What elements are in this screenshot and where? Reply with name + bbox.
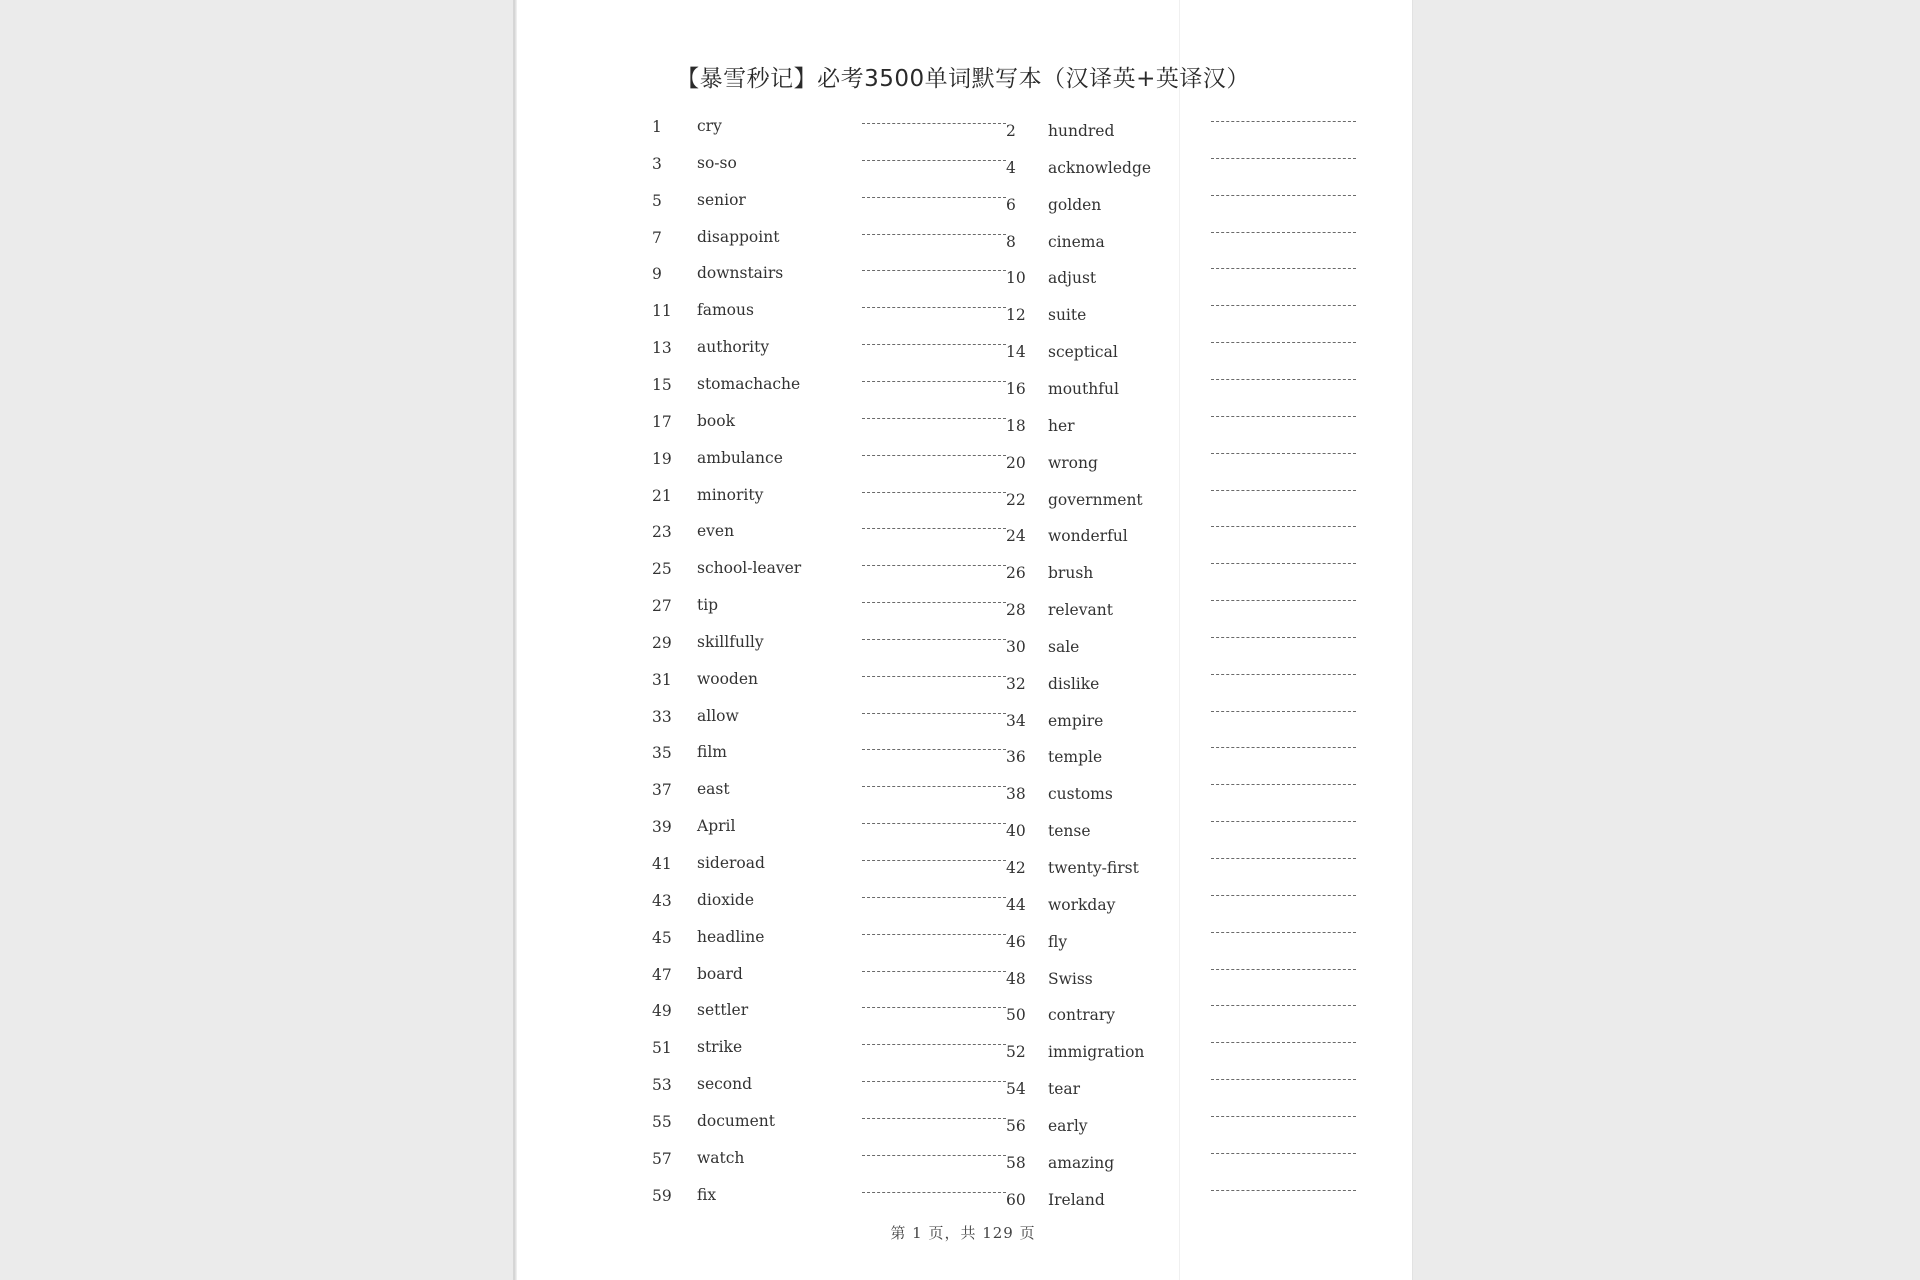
answer-blank xyxy=(862,160,1006,161)
answer-blank xyxy=(1211,711,1356,712)
answer-blank xyxy=(862,197,1006,198)
word-text: golden xyxy=(1048,195,1102,214)
word-text: relevant xyxy=(1048,601,1113,620)
word-number: 13 xyxy=(652,339,672,358)
page-footer: 第 1 页，共 129 页 xyxy=(890,1224,1036,1242)
word-number: 42 xyxy=(1006,859,1026,877)
answer-blank xyxy=(1211,342,1356,343)
word-number: 60 xyxy=(1006,1190,1026,1209)
word-row xyxy=(514,1145,1412,1175)
word-text: customs xyxy=(1048,785,1113,804)
word-row xyxy=(514,739,1412,769)
word-number: 34 xyxy=(1006,711,1026,730)
word-text: sale xyxy=(1048,637,1080,656)
word-number: 7 xyxy=(652,228,662,247)
word-number: 51 xyxy=(652,1039,672,1058)
answer-blank xyxy=(1211,600,1356,601)
word-text: senior xyxy=(697,190,746,209)
word-number: 40 xyxy=(1006,822,1026,841)
answer-blank xyxy=(1211,416,1356,417)
word-row xyxy=(514,1034,1412,1064)
word-row xyxy=(514,813,1412,843)
answer-blank xyxy=(862,971,1006,972)
word-row xyxy=(514,997,1412,1027)
word-text: Swiss xyxy=(1048,969,1093,988)
word-text: tense xyxy=(1048,822,1091,841)
word-number: 3 xyxy=(652,154,662,173)
word-text: wooden xyxy=(697,669,759,688)
word-text: temple xyxy=(1048,748,1103,767)
word-row xyxy=(514,260,1412,290)
answer-blank xyxy=(862,676,1006,677)
word-text: headline xyxy=(697,927,765,946)
answer-blank xyxy=(862,123,1006,124)
answer-blank xyxy=(862,749,1006,750)
word-number: 41 xyxy=(652,855,672,873)
word-number: 6 xyxy=(1006,195,1016,214)
word-number: 57 xyxy=(652,1149,672,1168)
answer-blank xyxy=(862,1044,1006,1045)
word-number: 25 xyxy=(652,560,672,579)
word-text: disappoint xyxy=(697,227,780,246)
word-number: 17 xyxy=(652,412,672,431)
word-text: book xyxy=(697,411,735,430)
answer-blank xyxy=(1211,379,1356,380)
word-row xyxy=(514,518,1412,548)
answer-blank xyxy=(862,602,1006,603)
word-number: 19 xyxy=(652,449,672,468)
word-number: 8 xyxy=(1006,232,1016,251)
word-text: so-so xyxy=(697,153,737,172)
word-text: settler xyxy=(697,1001,749,1020)
word-number: 45 xyxy=(652,928,672,947)
word-text: amazing xyxy=(1048,1153,1115,1172)
word-number: 43 xyxy=(652,891,672,910)
word-number: 28 xyxy=(1006,601,1026,620)
word-text: famous xyxy=(697,301,754,320)
word-number: 21 xyxy=(652,486,672,505)
word-text: wrong xyxy=(1048,453,1098,472)
word-text: empire xyxy=(1048,711,1104,730)
word-text: hundred xyxy=(1048,122,1115,140)
word-text: wonderful xyxy=(1048,527,1128,546)
answer-blank xyxy=(1211,821,1356,822)
answer-blank xyxy=(862,528,1006,529)
word-number: 46 xyxy=(1006,932,1026,951)
word-row xyxy=(514,703,1412,733)
answer-blank xyxy=(1211,969,1356,970)
word-text: authority xyxy=(697,338,770,357)
word-number: 29 xyxy=(652,633,672,652)
word-text: twenty-first xyxy=(1048,859,1139,877)
word-row xyxy=(514,224,1412,254)
word-number: 10 xyxy=(1006,269,1026,288)
word-text: tip xyxy=(697,596,719,615)
word-text: stomachache xyxy=(697,374,801,393)
word-row xyxy=(514,445,1412,475)
document-page xyxy=(514,0,1412,1280)
word-number: 44 xyxy=(1006,895,1026,914)
word-number: 32 xyxy=(1006,674,1026,693)
word-number: 33 xyxy=(652,707,672,726)
word-text: tear xyxy=(1048,1080,1081,1099)
word-number: 50 xyxy=(1006,1006,1026,1025)
word-number: 53 xyxy=(652,1076,672,1095)
answer-blank xyxy=(862,639,1006,640)
word-text: sceptical xyxy=(1048,343,1118,362)
answer-blank xyxy=(1211,932,1356,933)
answer-blank xyxy=(862,234,1006,235)
word-text: allow xyxy=(697,706,739,725)
answer-blank xyxy=(862,897,1006,898)
word-text: dioxide xyxy=(697,890,755,909)
word-number: 59 xyxy=(652,1186,672,1205)
word-text: early xyxy=(1048,1116,1088,1135)
word-row xyxy=(514,592,1412,622)
answer-blank xyxy=(862,786,1006,787)
answer-blank xyxy=(862,1081,1006,1082)
word-text: immigration xyxy=(1048,1043,1145,1062)
word-text: second xyxy=(697,1075,753,1094)
answer-blank xyxy=(1211,637,1356,638)
word-row xyxy=(514,371,1412,401)
word-number: 56 xyxy=(1006,1116,1026,1135)
word-text: suite xyxy=(1048,306,1087,325)
word-text: April xyxy=(697,817,736,836)
word-number: 35 xyxy=(652,744,672,763)
word-text: contrary xyxy=(1048,1006,1116,1025)
answer-blank xyxy=(1211,1116,1356,1117)
word-text: strike xyxy=(697,1038,743,1057)
word-number: 22 xyxy=(1006,490,1026,509)
word-row xyxy=(514,1182,1412,1212)
word-text: mouthful xyxy=(1048,379,1119,398)
word-number: 52 xyxy=(1006,1043,1026,1062)
answer-blank xyxy=(862,344,1006,345)
answer-blank xyxy=(862,565,1006,566)
word-text: watch xyxy=(697,1148,745,1167)
word-row xyxy=(514,113,1412,143)
word-number: 36 xyxy=(1006,748,1026,767)
word-text: film xyxy=(697,743,727,762)
word-number: 1 xyxy=(652,118,662,136)
word-text: government xyxy=(1048,490,1143,509)
word-row xyxy=(514,334,1412,364)
word-number: 30 xyxy=(1006,637,1026,656)
word-number: 23 xyxy=(652,523,672,542)
word-row xyxy=(514,482,1412,512)
word-row xyxy=(514,887,1412,917)
answer-blank xyxy=(1211,268,1356,269)
word-row xyxy=(514,150,1412,180)
word-number: 48 xyxy=(1006,969,1026,988)
word-text: cinema xyxy=(1048,232,1105,251)
answer-blank xyxy=(1211,305,1356,306)
word-text: dislike xyxy=(1048,674,1100,693)
answer-blank xyxy=(862,492,1006,493)
word-text: skillfully xyxy=(697,632,764,651)
word-text: school-leaver xyxy=(697,559,802,578)
word-text: minority xyxy=(697,485,764,504)
answer-blank xyxy=(862,418,1006,419)
word-text: acknowledge xyxy=(1048,158,1152,177)
word-row xyxy=(514,850,1412,880)
word-number: 49 xyxy=(652,1002,672,1021)
answer-blank xyxy=(1211,232,1356,233)
word-text: document xyxy=(697,1111,775,1130)
answer-blank xyxy=(862,823,1006,824)
word-row xyxy=(514,666,1412,696)
page-title: 【暴雪秒记】必考3500单词默写本（汉译英+英译汉） xyxy=(676,66,1250,92)
word-row xyxy=(514,408,1412,438)
word-text: ambulance xyxy=(697,448,783,467)
answer-blank xyxy=(1211,858,1356,859)
word-text: fly xyxy=(1048,932,1068,951)
word-row xyxy=(514,297,1412,327)
word-number: 11 xyxy=(652,302,672,321)
word-number: 2 xyxy=(1006,122,1016,140)
word-number: 9 xyxy=(652,265,662,284)
word-number: 5 xyxy=(652,191,662,210)
word-row xyxy=(514,187,1412,217)
answer-blank xyxy=(1211,1190,1356,1191)
word-number: 15 xyxy=(652,375,672,394)
word-number: 14 xyxy=(1006,343,1026,362)
word-text: even xyxy=(697,522,735,541)
word-row xyxy=(514,1071,1412,1101)
word-number: 24 xyxy=(1006,527,1026,546)
word-text: downstairs xyxy=(697,264,784,283)
word-number: 18 xyxy=(1006,416,1026,435)
answer-blank xyxy=(1211,747,1356,748)
answer-blank xyxy=(1211,453,1356,454)
answer-blank xyxy=(1211,895,1356,896)
answer-blank xyxy=(862,270,1006,271)
word-text: workday xyxy=(1048,895,1116,914)
answer-blank xyxy=(862,307,1006,308)
answer-blank xyxy=(1211,526,1356,527)
word-text: east xyxy=(697,780,730,799)
word-number: 47 xyxy=(652,965,672,984)
word-text: brush xyxy=(1048,564,1094,583)
answer-blank xyxy=(1211,1005,1356,1006)
answer-blank xyxy=(1211,563,1356,564)
answer-blank xyxy=(1211,1079,1356,1080)
answer-blank xyxy=(1211,195,1356,196)
answer-blank xyxy=(862,1155,1006,1156)
answer-blank xyxy=(1211,158,1356,159)
answer-blank xyxy=(1211,121,1356,122)
answer-blank xyxy=(1211,1153,1356,1154)
word-text: Ireland xyxy=(1048,1190,1105,1209)
answer-blank xyxy=(862,455,1006,456)
word-row xyxy=(514,555,1412,585)
word-number: 31 xyxy=(652,670,672,689)
answer-blank xyxy=(1211,674,1356,675)
word-number: 55 xyxy=(652,1112,672,1131)
word-row xyxy=(514,776,1412,806)
word-number: 16 xyxy=(1006,379,1026,398)
word-number: 54 xyxy=(1006,1080,1026,1099)
word-number: 39 xyxy=(652,818,672,837)
answer-blank xyxy=(862,1118,1006,1119)
word-text: sideroad xyxy=(697,854,765,872)
answer-blank xyxy=(1211,490,1356,491)
answer-blank xyxy=(862,1192,1006,1193)
word-number: 27 xyxy=(652,597,672,616)
word-row xyxy=(514,1108,1412,1138)
word-text: fix xyxy=(697,1185,717,1204)
answer-blank xyxy=(1211,1042,1356,1043)
answer-blank xyxy=(862,934,1006,935)
word-text: cry xyxy=(697,117,722,135)
answer-blank xyxy=(862,860,1006,861)
answer-blank xyxy=(862,1007,1006,1008)
word-text: adjust xyxy=(1048,269,1097,288)
word-number: 38 xyxy=(1006,785,1026,804)
word-row xyxy=(514,924,1412,954)
word-row xyxy=(514,961,1412,991)
word-number: 20 xyxy=(1006,453,1026,472)
answer-blank xyxy=(862,381,1006,382)
word-number: 4 xyxy=(1006,158,1016,177)
word-text: board xyxy=(697,964,743,983)
word-number: 58 xyxy=(1006,1153,1026,1172)
word-number: 12 xyxy=(1006,306,1026,325)
word-number: 26 xyxy=(1006,564,1026,583)
word-row xyxy=(514,629,1412,659)
word-text: her xyxy=(1048,416,1075,435)
answer-blank xyxy=(1211,784,1356,785)
word-number: 37 xyxy=(652,781,672,800)
answer-blank xyxy=(862,713,1006,714)
